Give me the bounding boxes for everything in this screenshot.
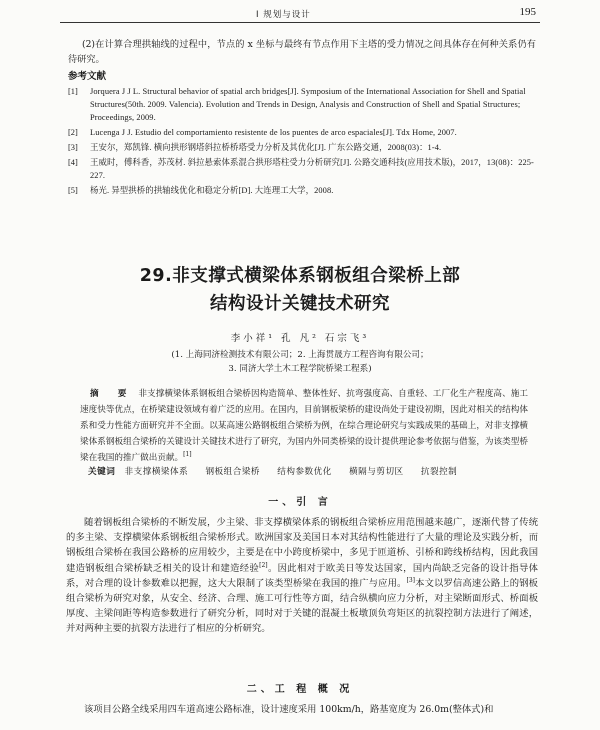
affiliations [0,348,600,376]
reference-number: [1] [68,87,78,96]
authors: 李小祥¹ 孔 凡² 石宗飞³ [230,333,370,344]
title-text-1: 非支撑式横梁体系钢板组合梁桥上部 [172,266,461,286]
reference-number: [2] [68,128,78,137]
reference-item [68,85,538,124]
abstract-text: 非支撑横梁体系钢板组合梁桥因构造简单、整体性好、抗弯强度高、自重轻、工厂化生产程度高、施工速度快等优点，在桥梁建设领域有着广泛的应用。在国内，目前钢板梁桥的建设尚处于建设初期，因此对相关的结构体系和受力性能方面研究并不全面。以某高速公路钢板组合梁桥为例，在综合理论研究与实践成果的基础上，对非支撑横梁体系钢板组合梁桥的关键设计关键技术进行了研究，为国内外同类桥梁的设计提供理论参考依据与借鉴，为该类型桥梁在我国的推广做出贡献。 [80,389,528,463]
intro-text-b: 。因此相对于欧美日等发达国家，国内尚缺乏完备的设计指导体系，对合理的设计参数难以把握，这大大限制了该类型桥梁在我国的推广与应用。 [66,562,538,589]
keywords [88,465,528,477]
references-list [68,85,538,199]
keyword: 钢板组合梁桥 [205,467,261,477]
article-title-line-2: 结构设计关键技术研究 [210,294,390,314]
reference-number: [4] [68,158,78,167]
reference-number: [3] [68,143,78,152]
reference-item [68,184,538,197]
keywords-label: 关键词 [88,467,116,477]
keyword: 结构参数优化 [277,467,332,477]
previous-article-conclusion: (2)在计算合理拱轴线的过程中，节点的 x 坐标与最终有节点作用下主塔的受力情况之间具体存在何种关系仍有待研究。 [68,39,536,65]
running-header [58,6,542,22]
intro-text-a: 随着钢板组合梁桥的不断发展，少主梁、非支撑横梁体系的钢板组合梁桥应用范围越来越广，逐渐代替了传统的多主梁、支撑横梁体系钢板组合梁桥形式。欧洲国家及美国日本对其结构性能进行了大量的理论及实践分析，而钢板组合梁桥在我国公路桥的应用较少，主要是在中小跨度桥梁中，多见于匝道桥、引桥和跨线桥结构，因此我国建造钢板组合梁桥缺乏相关的设计和建造经验 [66,517,538,574]
article-title [0,262,600,318]
project-overview-paragraph: 该项目公路全线采用四车道高速公路标准，设计速度采用 100km/h，路基宽度为 26.0m(整体式)和 [84,704,494,715]
article-title-line-1 [0,262,600,290]
reference-text: 王威时，傅科香，苏茂材. 斜拉悬索体系混合拱形塔柱受力分析研究[J]. 公路交通科技(应用技术版)，2017，13(08)：225-227. [90,158,534,180]
reference-text: Lucenga J J. Estudio del comportamiento resistente de los puentes de arco espaciales[J]. Tdx Home, 2007. [90,128,457,137]
reference-item [68,156,538,182]
intro-citation-2: [3] [406,576,416,584]
intro-citation-1: [2] [259,561,268,569]
affiliation-line-2: 3. 同济大学土木工程学院桥梁工程系) [228,364,372,374]
keyword: 非支撑横梁体系 [124,467,189,477]
reference-text: 王安尔，郑凯锋. 横向拱形钢塔斜拉桥桥塔受力分析及其优化[J]. 广东公路交通，2008(03)：1-4. [90,143,442,152]
intro-text-c: 本文以罗信高速公路上的钢板组合梁桥为研究对象，从安全、经济、合理、施工可行性等方面，结合纵横向应力分析，对主梁断面形式、桥面板厚度、主梁间距等构造参数进行了研究分析，同时对于关键的混凝土板墩顶负弯矩区的抗裂控制方法进行了阐述，并对两种主要的抗裂方法进行了相应的分析研究。 [66,577,538,635]
affiliation-line-1: (1. 上海同济检测技术有限公司；2. 上海贯晟方工程咨询有限公司； [171,350,429,360]
section-heading-introduction: 一、引 言 [268,497,332,508]
references-heading: 参考文献 [68,71,107,82]
running-header-section: I 规划与设计 [256,10,311,20]
abstract-citation: [1] [183,451,192,459]
article-number: 29. [139,266,173,286]
page-number: 195 [519,6,536,18]
abstract [80,386,528,466]
reference-item [68,141,538,154]
reference-item [68,126,538,139]
section-heading-project-overview: 二、工 程 概 况 [246,684,354,695]
reference-number: [5] [68,186,78,195]
keyword: 抗裂控制 [420,467,458,477]
reference-text: Jorquera J J L. Structural behavior of spatial arch bridges[J]. Symposium of the International Association for Shell and Spatial Structures(50th. 2009. Valencia). Evolution and Trends in Design, Analysis and Construction of Shell and Spatial Structures; Proceedings, 2009. [90,87,526,122]
reference-text: 杨光. 异型拱桥的拱轴线优化和稳定分析[D]. 大连理工大学，2008. [90,186,334,195]
keyword: 横隔与剪切区 [349,467,404,477]
introduction-paragraph [66,515,538,637]
abstract-label: 摘 要 [90,389,135,399]
header-rule [60,22,540,23]
